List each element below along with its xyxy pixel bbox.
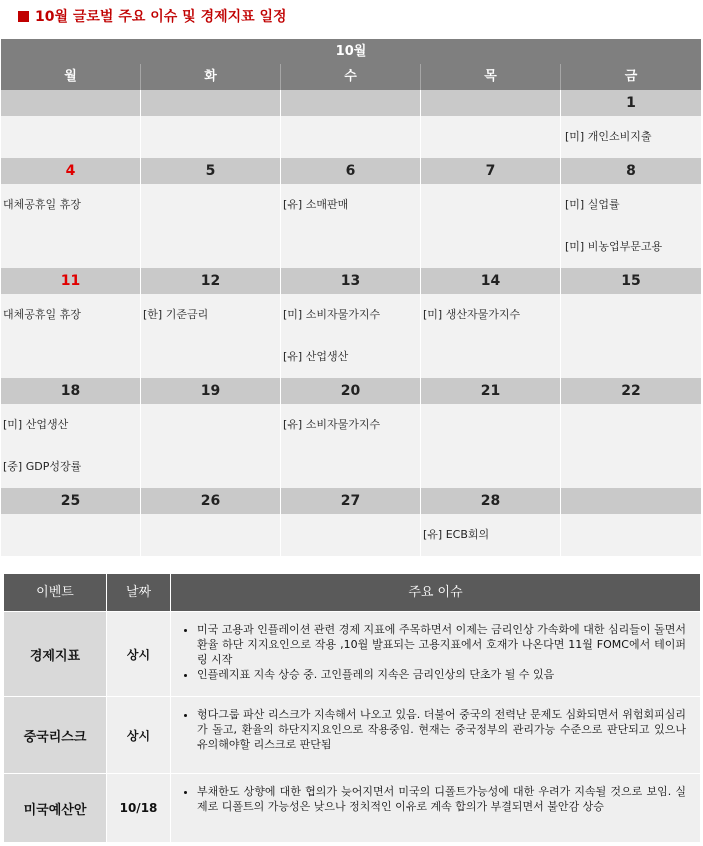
day-number: 5 bbox=[141, 158, 281, 184]
calendar-event bbox=[421, 446, 561, 488]
calendar-event bbox=[281, 116, 421, 158]
issue-bullet-list bbox=[179, 707, 686, 752]
calendar-event bbox=[141, 226, 281, 268]
header-issue: 주요 이슈 bbox=[171, 574, 700, 611]
day-number: 14 bbox=[421, 268, 561, 294]
issue-bullet: • 헝다그룹 파산 리스크가 지속해서 나오고 있음. 더불어 중국의 전력난 문제도 심화되면서 위험회피심리가 돌고, 환율의 하단지지요인으로 작용중임. 현재는 중국정부의 관리가능 수준으로 판단되고 있으나 유의해야할 리스크로 판단됨 bbox=[197, 707, 686, 752]
day-number: 15 bbox=[561, 268, 701, 294]
calendar-event: [유] 소매판매 bbox=[281, 184, 421, 226]
calendar-event: 대체공휴일 휴장 bbox=[1, 184, 141, 226]
calendar-event bbox=[281, 226, 421, 268]
weekday-mon: 월 bbox=[1, 64, 141, 90]
day-number: 7 bbox=[421, 158, 561, 184]
issue-description bbox=[171, 697, 700, 773]
title-marker-icon bbox=[18, 11, 29, 22]
day-number: 12 bbox=[141, 268, 281, 294]
header-event: 이벤트 bbox=[4, 574, 107, 611]
issue-event: 미국예산안 bbox=[4, 774, 107, 842]
day-number: 26 bbox=[141, 488, 281, 514]
calendar-event: [유] 소비자물가지수 bbox=[281, 404, 421, 446]
issue-bullet-list bbox=[179, 784, 686, 814]
calendar-event bbox=[561, 446, 701, 488]
issue-event: 중국리스크 bbox=[4, 697, 107, 773]
calendar-event: [유] 산업생산 bbox=[281, 336, 421, 378]
day-number: 27 bbox=[281, 488, 421, 514]
day-number bbox=[421, 90, 561, 116]
issue-date: 상시 bbox=[107, 612, 171, 696]
week-event-row bbox=[1, 446, 701, 488]
calendar-event: [중] GDP성장률 bbox=[1, 446, 141, 488]
calendar-event bbox=[561, 514, 701, 556]
calendar-event bbox=[141, 514, 281, 556]
header-date: 날짜 bbox=[107, 574, 171, 611]
issues-table-header bbox=[4, 574, 700, 611]
day-number: 11 bbox=[1, 268, 141, 294]
calendar-event bbox=[141, 404, 281, 446]
calendar-event bbox=[281, 446, 421, 488]
week-day-number-row bbox=[1, 158, 701, 184]
calendar-event: [미] 실업률 bbox=[561, 184, 701, 226]
calendar-event bbox=[561, 294, 701, 336]
calendar-event: 대체공휴일 휴장 bbox=[1, 294, 141, 336]
week-event-row bbox=[1, 184, 701, 226]
issue-row bbox=[4, 773, 700, 842]
calendar-event bbox=[421, 226, 561, 268]
calendar-event bbox=[561, 404, 701, 446]
calendar-event bbox=[421, 184, 561, 226]
issue-bullet: • 미국 고용과 인플레이션 관련 경제 지표에 주목하면서 이제는 금리인상 가속화에 대한 심리들이 돌면서 환율 하단 지지요인으로 작용 ,10월 발표되는 고용지표에서 호재가 나온다면 11월 FOMC에서 테이퍼링 시작 bbox=[197, 622, 686, 667]
week-event-row bbox=[1, 404, 701, 446]
day-number: 8 bbox=[561, 158, 701, 184]
issue-description bbox=[171, 774, 700, 842]
weekday-fri: 금 bbox=[561, 64, 701, 90]
calendar-event bbox=[421, 116, 561, 158]
weekday-header-row bbox=[1, 64, 701, 90]
calendar-event: [한] 기준금리 bbox=[141, 294, 281, 336]
day-number: 19 bbox=[141, 378, 281, 404]
day-number: 25 bbox=[1, 488, 141, 514]
day-number: 28 bbox=[421, 488, 561, 514]
issue-date: 상시 bbox=[107, 697, 171, 773]
issue-bullet: • 부채한도 상향에 대한 협의가 늦어지면서 미국의 디폴트가능성에 대한 우려가 지속될 것으로 보임. 실제로 디폴트의 가능성은 낮으나 정치적인 이유로 계속 합의가 부결되면서 불안감 상승 bbox=[197, 784, 686, 814]
day-number bbox=[1, 90, 141, 116]
week-event-row bbox=[1, 336, 701, 378]
calendar-event bbox=[141, 116, 281, 158]
day-number: 18 bbox=[1, 378, 141, 404]
calendar-event: [미] 비농업부문고용 bbox=[561, 226, 701, 268]
issue-event: 경제지표 bbox=[4, 612, 107, 696]
day-number: 13 bbox=[281, 268, 421, 294]
issue-date: 10/18 bbox=[107, 774, 171, 842]
calendar-weeks bbox=[1, 90, 701, 556]
week-event-row bbox=[1, 514, 701, 556]
issue-row bbox=[4, 611, 700, 696]
week-event-row bbox=[1, 226, 701, 268]
calendar-event bbox=[421, 336, 561, 378]
issues-table bbox=[4, 574, 700, 842]
calendar-event bbox=[421, 404, 561, 446]
page-title-block bbox=[18, 6, 287, 26]
issue-row bbox=[4, 696, 700, 773]
week-day-number-row bbox=[1, 90, 701, 116]
calendar-event: [미] 소비자물가지수 bbox=[281, 294, 421, 336]
week-day-number-row bbox=[1, 268, 701, 294]
issues-table-body bbox=[4, 611, 700, 842]
calendar-event bbox=[561, 336, 701, 378]
calendar-event bbox=[281, 514, 421, 556]
calendar-event bbox=[1, 336, 141, 378]
day-number: 21 bbox=[421, 378, 561, 404]
day-number: 22 bbox=[561, 378, 701, 404]
week-event-row bbox=[1, 294, 701, 336]
weekday-wed: 수 bbox=[281, 64, 421, 90]
day-number: 20 bbox=[281, 378, 421, 404]
day-number bbox=[141, 90, 281, 116]
calendar-month: 10월 bbox=[1, 39, 701, 64]
weekday-thu: 목 bbox=[421, 64, 561, 90]
day-number: 4 bbox=[1, 158, 141, 184]
calendar-event: [미] 생산자물가지수 bbox=[421, 294, 561, 336]
weekday-tue: 화 bbox=[141, 64, 281, 90]
calendar-event bbox=[141, 336, 281, 378]
calendar-event bbox=[141, 184, 281, 226]
calendar-event bbox=[1, 514, 141, 556]
issue-bullet-list bbox=[179, 622, 686, 682]
calendar-event: [미] 산업생산 bbox=[1, 404, 141, 446]
calendar-event bbox=[1, 116, 141, 158]
week-day-number-row bbox=[1, 378, 701, 404]
page-title: 10월 글로벌 주요 이슈 및 경제지표 일정 bbox=[35, 9, 287, 25]
issue-bullet: • 인플레지표 지속 상승 중. 고인플레의 지속은 금리인상의 단초가 될 수 있음 bbox=[197, 667, 686, 682]
day-number bbox=[281, 90, 421, 116]
calendar-event bbox=[141, 446, 281, 488]
calendar-event bbox=[1, 226, 141, 268]
day-number: 1 bbox=[561, 90, 701, 116]
day-number: 6 bbox=[281, 158, 421, 184]
week-event-row bbox=[1, 116, 701, 158]
calendar bbox=[1, 39, 701, 556]
day-number bbox=[561, 488, 701, 514]
week-day-number-row bbox=[1, 488, 701, 514]
calendar-event: [유] ECB회의 bbox=[421, 514, 561, 556]
issue-description bbox=[171, 612, 700, 696]
calendar-event: [미] 개인소비지출 bbox=[561, 116, 701, 158]
